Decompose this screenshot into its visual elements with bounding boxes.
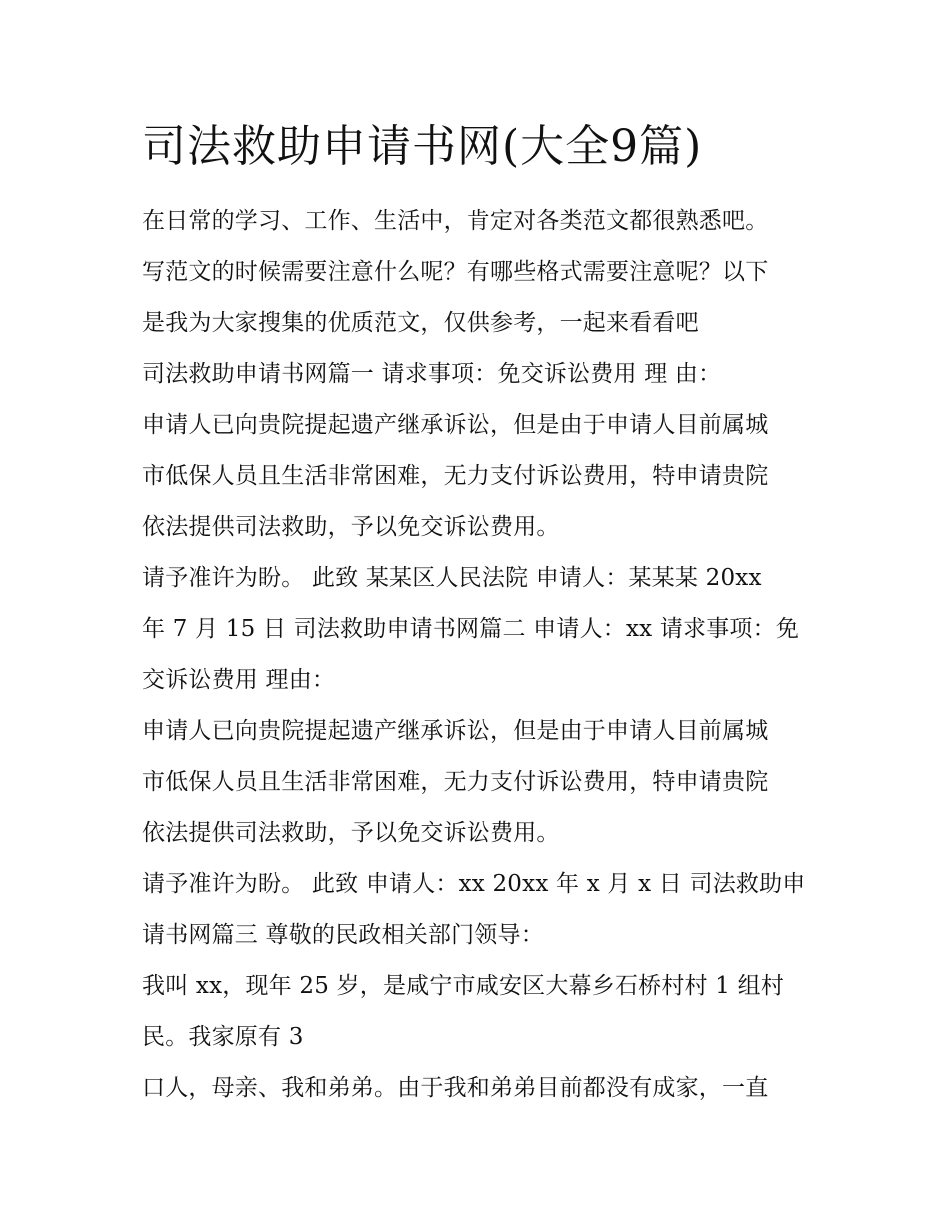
- body-line: 民。我家原有 3: [142, 1024, 304, 1050]
- body-line: 依法提供司法救助，予以免交诉讼费用。: [142, 820, 560, 846]
- body-line: 请予准许为盼。 此致 某某区人民法院 申请人：某某某 20xx: [142, 565, 762, 591]
- body-line: 市低保人员且生活非常困难，无力支付诉讼费用，特申请贵院: [142, 769, 769, 795]
- document-title: 司法救助申请书网(大全9篇): [142, 121, 703, 172]
- body-line: 申请人已向贵院提起遗产继承诉讼，但是由于申请人目前属城: [142, 718, 769, 744]
- body-line: 是我为大家搜集的优质范文，仅供参考，一起来看看吧: [142, 310, 699, 336]
- body-line: 写范文的时候需要注意什么呢？有哪些格式需要注意呢？以下: [142, 259, 769, 285]
- body-line: 交诉讼费用 理由：: [142, 667, 336, 693]
- body-line: 市低保人员且生活非常困难，无力支付诉讼费用，特申请贵院: [142, 463, 769, 489]
- body-line: 依法提供司法救助，予以免交诉讼费用。: [142, 514, 560, 540]
- body-line: 年 7 月 15 日 司法救助申请书网篇二 申请人：xx 请求事项：免: [142, 616, 800, 642]
- body-line: 司法救助申请书网篇一 请求事项：免交诉讼费用 理 由：: [142, 361, 722, 387]
- body-line: 请书网篇三 尊敬的民政相关部门领导：: [142, 922, 544, 948]
- body-line: 申请人已向贵院提起遗产继承诉讼，但是由于申请人目前属城: [142, 412, 769, 438]
- body-line: 口人，母亲、我和弟弟。由于我和弟弟目前都没有成家，一直: [142, 1075, 769, 1101]
- body-line: 我叫 xx，现年 25 岁，是咸宁市咸安区大幕乡石桥村村 1 组村: [142, 973, 784, 999]
- body-line: 在日常的学习、工作、生活中，肯定对各类范文都很熟悉吧。: [142, 208, 769, 234]
- body-line: 请予准许为盼。 此致 申请人：xx 20xx 年 x 月 x 日 司法救助申: [142, 871, 806, 897]
